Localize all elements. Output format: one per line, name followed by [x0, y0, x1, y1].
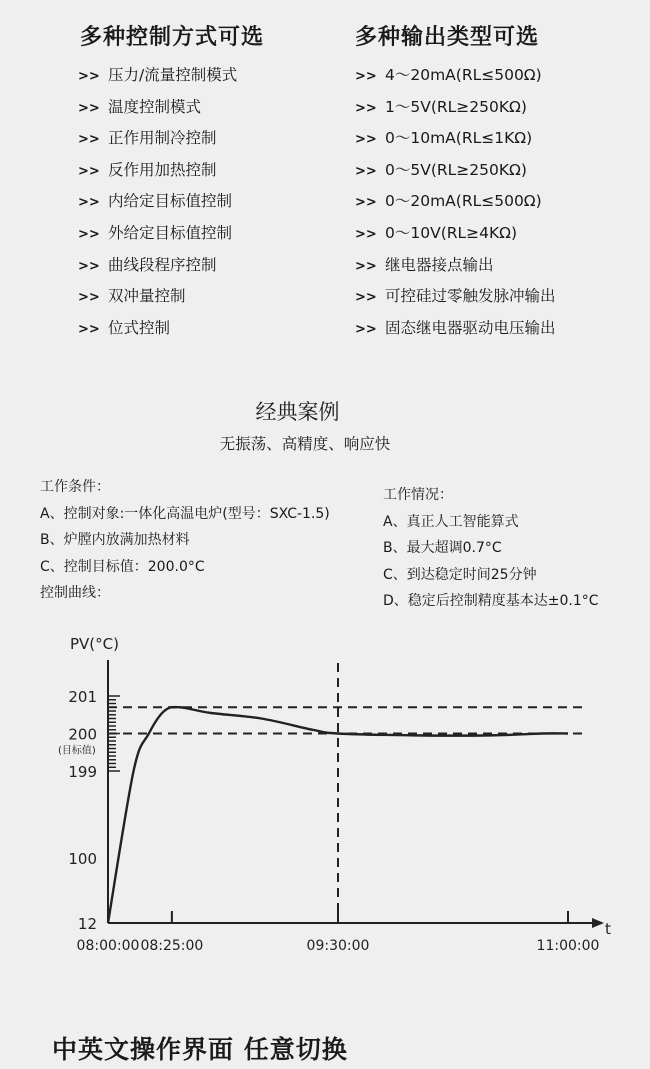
y-axis-label: PV(°C): [70, 635, 119, 653]
control-modes-list: [78, 63, 237, 347]
list-item: [78, 189, 237, 221]
list-item: [78, 63, 237, 95]
double-arrow-icon: >>: [355, 195, 377, 211]
list-item-label: 压力/流量控制模式: [108, 66, 238, 84]
double-arrow-icon: >>: [78, 69, 100, 84]
list-item-label: 反作用加热控制: [108, 160, 217, 179]
list-item: [78, 221, 237, 253]
list-item: [78, 126, 237, 158]
y-tick-label: 12: [77, 915, 97, 933]
control-modes-title: 多种控制方式可选: [80, 25, 265, 50]
double-arrow-icon: >>: [78, 100, 100, 116]
double-arrow-icon: >>: [355, 69, 377, 84]
footer-title: 中英文操作界面 任意切换: [52, 1035, 348, 1064]
x-tick-label: 08:00:00: [76, 938, 140, 954]
double-arrow-icon: >>: [78, 195, 100, 211]
condition-item: A、控制对象:一体化高温电炉(型号：SXC-1.5): [40, 505, 330, 522]
double-arrow-icon: >>: [355, 100, 377, 116]
y-tick-label: 200: [68, 725, 97, 744]
double-arrow-icon: >>: [78, 290, 100, 306]
list-item-label: 温度控制模式: [108, 97, 202, 116]
situation-item: C、到达稳定时间25分钟: [383, 566, 537, 583]
list-item-label: 固态继电器驱动电压输出: [385, 318, 556, 337]
list-item-label: 0～10mA(RL≤1KΩ): [385, 129, 533, 148]
list-item: [355, 316, 556, 348]
list-item: [78, 95, 237, 127]
situation-heading: 工作情况：: [383, 487, 453, 503]
list-item-label: 外给定目标值控制: [108, 223, 233, 242]
target-value-label: (目标值): [58, 745, 96, 757]
list-item: [355, 126, 556, 158]
work-conditions: [40, 474, 330, 607]
situation-item: B、最大超调0.7°C: [383, 540, 502, 556]
double-arrow-icon: >>: [355, 163, 377, 179]
control-curve-chart: [0, 625, 650, 965]
condition-item: B、炉膛内放满加热材料: [40, 532, 190, 548]
list-item: [355, 221, 556, 253]
list-item: [78, 316, 237, 348]
double-arrow-icon: >>: [355, 132, 377, 148]
case-subtitle: 无振荡、高精度、响应快: [219, 435, 391, 453]
list-item: [78, 284, 237, 316]
list-item: [355, 158, 556, 190]
list-item: [355, 253, 556, 285]
double-arrow-icon: >>: [78, 132, 100, 148]
double-arrow-icon: >>: [355, 258, 377, 274]
curve-label: 控制曲线：: [40, 585, 110, 601]
output-types-list: [355, 63, 556, 347]
x-tick-label: 11:00:00: [536, 938, 600, 954]
list-item-label: 内给定目标值控制: [108, 192, 233, 211]
condition-item: C、控制目标值：200.0°C: [40, 558, 205, 575]
list-item: [355, 284, 556, 316]
list-item-label: 0～20mA(RL≤500Ω): [385, 192, 542, 211]
double-arrow-icon: >>: [355, 321, 377, 337]
situation-item: D、稳定后控制精度基本达±0.1°C: [383, 593, 599, 609]
list-item: [355, 189, 556, 221]
double-arrow-icon: >>: [78, 163, 100, 179]
list-item: [355, 63, 556, 95]
double-arrow-icon: >>: [78, 321, 100, 337]
x-tick-label: 08:25:00: [140, 938, 204, 954]
double-arrow-icon: >>: [78, 258, 100, 274]
list-item-label: 4～20mA(RL≤500Ω): [385, 66, 542, 84]
list-item: [78, 253, 237, 285]
list-item-label: 1～5V(RL≥250KΩ): [385, 97, 527, 116]
y-tick-label: 100: [68, 850, 97, 868]
list-item: [78, 158, 237, 190]
list-item-label: 可控硅过零触发脉冲输出: [385, 287, 556, 306]
list-item-label: 0～5V(RL≥250KΩ): [385, 160, 527, 179]
situation-item: A、真正人工智能算式: [383, 513, 519, 530]
double-arrow-icon: >>: [355, 226, 377, 242]
x-axis-label: t: [605, 920, 611, 938]
conditions-heading: 工作条件：: [40, 479, 110, 495]
list-item-label: 曲线段程序控制: [108, 255, 217, 274]
y-tick-label: 201: [68, 688, 97, 706]
y-tick-label: 199: [68, 763, 97, 781]
x-tick-label: 09:30:00: [306, 938, 370, 954]
case-title: 经典案例: [255, 400, 340, 424]
work-situation: [383, 482, 599, 615]
double-arrow-icon: >>: [78, 226, 100, 242]
x-axis-arrow-icon: [592, 918, 604, 928]
list-item-label: 双冲量控制: [108, 287, 186, 306]
list-item-label: 0～10V(RL≥4KΩ): [385, 223, 518, 242]
list-item-label: 继电器接点输出: [385, 255, 494, 274]
list-item: [355, 95, 556, 127]
double-arrow-icon: >>: [355, 290, 377, 306]
list-item-label: 位式控制: [108, 318, 171, 337]
list-item-label: 正作用制冷控制: [108, 129, 217, 148]
output-types-title: 多种输出类型可选: [355, 25, 540, 50]
